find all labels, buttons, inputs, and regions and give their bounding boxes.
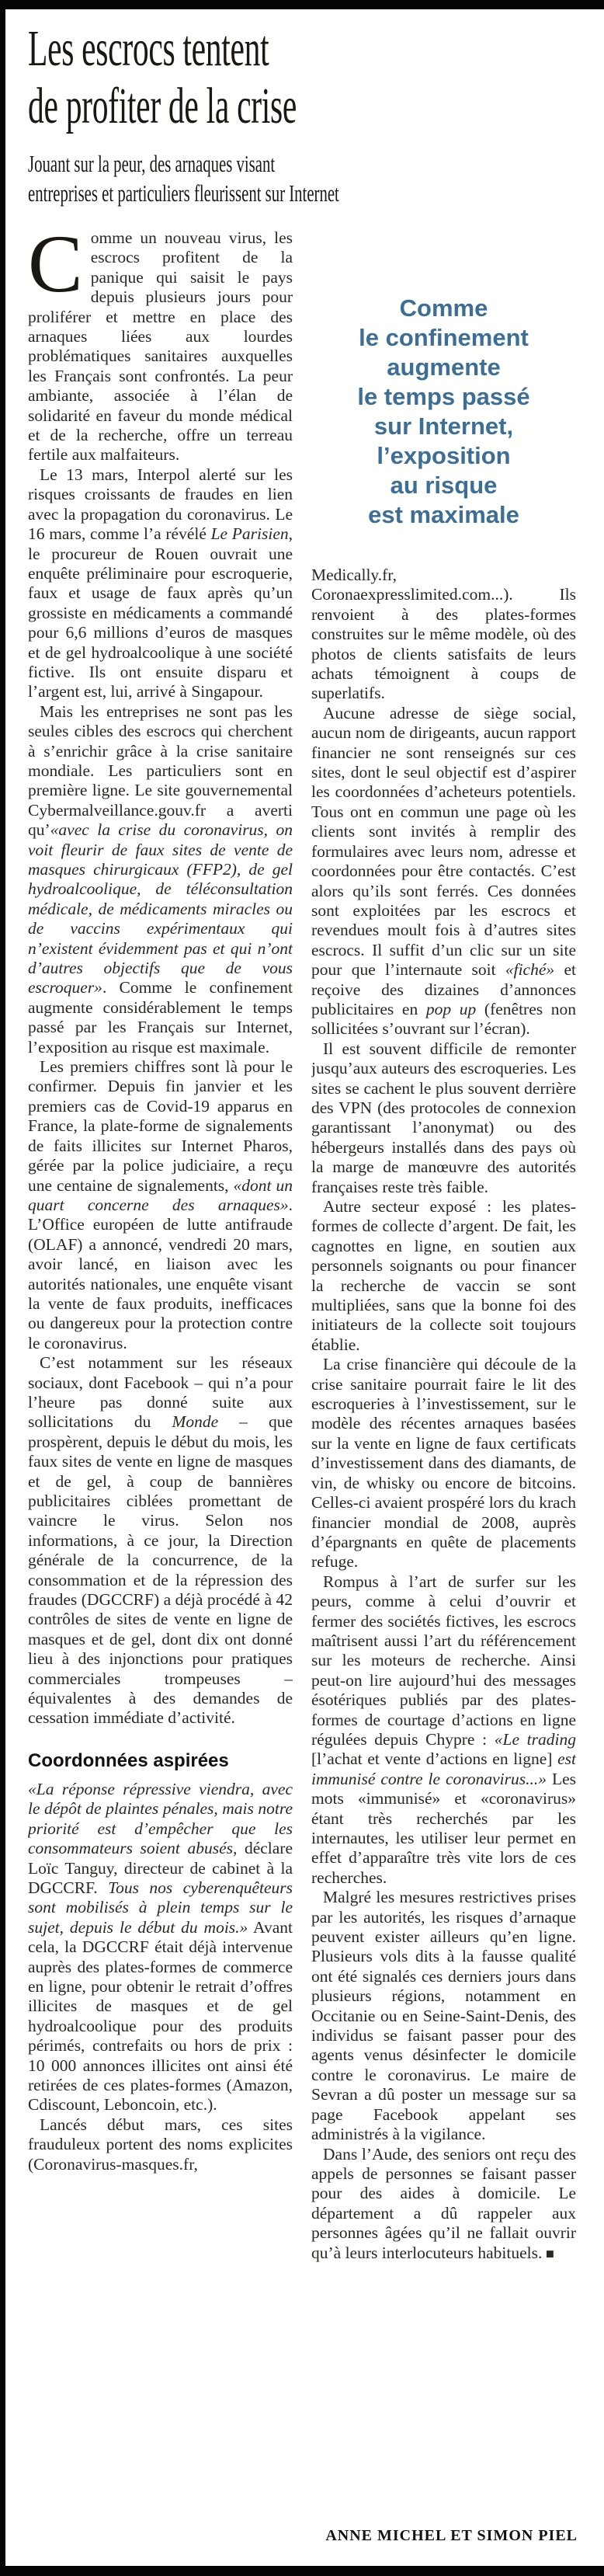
pull-quote-line: est maximale	[368, 501, 519, 528]
body-paragraph	[28, 1057, 293, 1353]
pull-quote-line: augmente	[387, 353, 501, 381]
page-border-bottom	[0, 2566, 604, 2576]
pull-quote-line: le temps passé	[357, 383, 530, 410]
pull-quote-line: au risque	[390, 472, 498, 499]
text-run: Le 13 mars, Interpol alerté sur les risques croissants de fraudes en lien avec la propagation du coronavirus. Le 16 mars, comme l’a révélé	[28, 465, 293, 544]
text-run: Malgré les mesures restrictives prises par les autorités, les risques d’arnaque peuvent exister ailleurs qu’en ligne. Plusieurs vols dits à la fausse qualité ont été signalés ces derniers jours dans plusieurs régions, notamment en Occitanie ou en Seine-Saint-Denis, des individus se faisant passer pour des agents venus désinfecter le domicile contre le coronavirus. Le maire de Sevran a dû poster un message sur sa page Facebook appelant ses administrés à la vigilance.	[311, 1888, 576, 2144]
article-subtitle	[28, 149, 396, 208]
pull-quote-line: sur Internet,	[373, 413, 514, 440]
pull-quote	[311, 294, 576, 530]
text-run: Medically.fr, Coronaexpresslimited.com...). Ils renvoient à des plates-formes construites sur le même modèle, où des photos de clients satisfaits de leurs achats témoignent à coups de superlatifs.	[311, 566, 576, 703]
text-run: déclare Loïc Tanguy, directeur de cabinet à la DGCCRF.	[28, 1839, 293, 1897]
body-paragraph	[311, 566, 576, 704]
byline: ANNE MICHEL ET SIMON PIEL	[325, 2527, 578, 2544]
italic-text: «dont un quart concerne des arnaques»	[28, 1175, 293, 1214]
body-paragraph	[311, 1039, 576, 1197]
text-run: Il est souvent difficile de remonter jusqu’aux auteurs des escroqueries. Les sites se cachent le plus souvent derrière des VPN (des protocoles de connexion garantissant l’anonymat) ou des hébergeurs installés dans des pays où la marge de manœuvre des autorités françaises reste très faible.	[311, 1039, 576, 1196]
article-end-mark: ■	[542, 2245, 554, 2261]
text-run: (fenêtres non sollicitées s’ouvrant sur l’écran).	[311, 999, 576, 1039]
body-paragraph	[28, 228, 293, 465]
title-line-2: de profiter de la crise	[28, 78, 297, 134]
pull-quote-line: le confinement	[359, 324, 529, 351]
italic-text: est immunisé contre le coronavirus...»	[311, 1749, 576, 1788]
body-paragraph	[311, 2145, 576, 2264]
text-run: Les premiers chiffres sont là pour le confirmer. Depuis fin janvier et les premiers cas de Covid-19 apparus en France, la plate-forme de signalements de faits illicites sur Internet Pharos, gérée par la police judiciaire, a reçu une centaine de signalements,	[28, 1057, 293, 1195]
subtitle-line-1: Jouant sur la peur, des arnaques visant	[28, 150, 276, 177]
section-subhead: Coordonnées aspirées	[28, 1749, 229, 1771]
italic-text: Le Parisien	[210, 524, 289, 544]
text-run: et reçoive des dizaines d’annonces publicitaires en	[311, 960, 576, 1018]
italic-text: Monde	[172, 1412, 219, 1432]
italic-text: pop up	[425, 999, 477, 1018]
pull-quote-line: l’exposition	[377, 442, 511, 469]
article-title	[28, 20, 374, 135]
text-run: Lancés début mars, ces sites frauduleux portent des noms explicites (Coronavirus-masques.fr,	[28, 2115, 293, 2174]
text-run: Les mots «immunisé» et «coronavirus» étant très recherchés par les internautes, les utiliser leur permet en effet d’apparaître très vite lors de ces recherches.	[311, 1769, 576, 1887]
text-run: . Comme le confinement augmente considérablement le temps passé par les Français sur Internet, l’exposition au risque est maximale.	[28, 978, 293, 1057]
text-run: Aucune adresse de siège social, aucun nom de dirigeants, aucun rapport financier ne sont renseignés sur ces sites, dont le seul objectif est d’aspirer les coordonnées d’acheteurs potentiels. Tous ont en commun une page où les clients sont invités à remplir des formulaires avec leurs nom, adresse et coordonnées pour être contactés. C’est alors qu’ils sont ferrés. Ces données sont exploitées par les escrocs et revendues moult fois à d’autres sites escrocs. Il suffit d’un clic sur un site pour que l’internaute soit	[311, 703, 576, 980]
article-columns	[28, 228, 578, 2551]
text-run: Dans l’Aude, des seniors ont reçu des appels de personnes se faisant passer pour des aides à domicile. Le département a dû rappeler aux personnes âgées qu’il ne fallait ouvrir qu’à leurs interlocuteurs habituels.	[311, 2144, 576, 2262]
italic-text: Tous nos cyberenquêteurs sont mobilisés à plein temps sur le sujet, depuis le début du mois.»	[28, 1878, 293, 1937]
body-paragraph	[28, 1353, 293, 1728]
text-run: . L’Office européen de lutte antifraude (OLAF) a annoncé, vendredi 20 mars, avoir lancé, en liaison avec les autorités nationales, une enquête visant la vente de faux produits, inefficaces ou dangereux pour la protection contre le coronavirus.	[28, 1195, 293, 1352]
text-run: Avant cela, la DGCCRF était déjà intervenue auprès des plates-formes de commerce en ligne, pour obtenir le retrait d’offres illicites de masques et de gel hydroalcoolique pour des produits périmés, contrefaits ou hors de prix : 10 000 annonces illicites ont ainsi été retirées de ces plates-formes (Amazon, Cdiscount, Leboncoin, etc.).	[28, 1917, 293, 2115]
italic-text: «avec la crise du coronavirus, on voit fleurir de faux sites de vente de masques chirurgicaux (FFP2), de gel hydroalcoolique, de téléconsultation médicale, de médicaments miracles ou de vaccins expérimentaux qui n’existent évidemment pas et qui n’ont d’autres objectifs que de vous escroquer»	[28, 820, 293, 997]
body-paragraph	[311, 1197, 576, 1355]
column-left	[28, 228, 293, 2551]
title-line-1: Les escrocs tentent	[28, 20, 269, 77]
italic-text: «Le trading	[494, 1729, 576, 1749]
body-paragraph	[311, 1572, 576, 1888]
body-paragraph	[28, 2115, 293, 2174]
text-run: Mais les entreprises ne sont pas les seules cibles des escrocs qui cherchent à s’enrichir grâce à la crise sanitaire mondiale. Les particuliers sont en première ligne. Le site gouvernemental Cybermalveillance.gouv.fr a averti qu’	[28, 701, 293, 840]
italic-text: «fiché»	[505, 960, 555, 980]
text-run: omme un nouveau virus, les escrocs profitent de la panique qui saisit le pays depuis plusieurs jours pour proliférer et mettre en place des arnaques liées aux lourdes problématiques sanitaires auxquelles les Français sont confrontés. La peur ambiante, associée à l’élan de solidarité en faveur du monde médical et de la recherche, offre un terreau fertile aux malfaiteurs.	[28, 228, 293, 465]
subtitle-line-2: entreprises et particuliers fleurissent sur Internet	[28, 179, 339, 207]
page-border-left	[0, 0, 5, 2576]
body-paragraph	[311, 1888, 576, 2144]
text-run: – que prospèrent, depuis le début du mois, les faux sites de vente en ligne de masques et de gel, à coup de bannières publicitaires ciblées promettant de vaincre le virus. Selon nos informations, à ce jour, la Direction générale de la concurrence, de la consommation et de la répression des fraudes (DGCCRF) a déjà procédé à 42 contrôles de sites de vente en ligne de masques et de gel, dont dix ont donné lieu à des injonctions pour pratiques commerciales trompeuses – équivalentes à des demandes de cessation immédiate d’activité.	[28, 1412, 293, 1728]
column-right	[311, 228, 576, 2551]
text-run: Rompus à l’art de surfer sur les peurs, comme à celui d’ouvrir et fermer des sociétés fictives, les escrocs maîtrisent aussi l’art du référencement sur les moteurs de recherche. Ainsi peut-on lire aujourd’hui des messages ésotériques publiés par des plates-formes de courtage d’actions en ligne régulées depuis Chypre :	[311, 1572, 576, 1749]
page-border-top	[0, 0, 604, 9]
article	[28, 20, 578, 2551]
text-run: Autre secteur exposé : les plates-formes de collecte d’argent. De fait, les cagnottes en ligne, en soutien aux personnels soignants ou pour financer la recherche de vaccin se sont multipliées, sans que la bonne foi des initiateurs de la collecte soit toujours établie.	[311, 1197, 576, 1354]
body-paragraph	[311, 704, 576, 1039]
text-run: C’est notamment sur les réseaux sociaux, dont Facebook – qui n’a pour l’heure pas donné suite aux sollicitations du	[28, 1353, 293, 1432]
body-paragraph	[311, 1355, 576, 1572]
text-run: , le procureur de Rouen ouvrait une enquête préliminaire pour escroquerie, faux et usage de faux après qu’un grossiste en médicaments a commandé pour 6,6 millions d’euros de masques et de gel hydroalcoolique à une société fictive. Ils ont ensuite disparu et l’argent est, lui, arrivé à Singapour.	[28, 524, 293, 701]
body-paragraph	[28, 1780, 293, 2115]
pull-quote-line: Comme	[399, 294, 488, 322]
drop-cap: C	[28, 228, 83, 309]
text-run: La crise financière qui découle de la crise sanitaire pourrait faire le lit des escroqueries à l’investissement, sur le modèle des récentes arnaques basées sur la vente en ligne de faux certificats d’investissement dans des diamants, de vin, de whisky ou encore de bitcoins. Celles-ci avaient prospéré lors du krach financier mondial de 2008, auprès d’épargnants en quête de placements refuge.	[311, 1355, 576, 1572]
italic-text: «La réponse répressive viendra, avec le dépôt de plaintes pénales, mais notre priorité est d’empêcher que les consommateurs soient abusés,	[28, 1779, 293, 1858]
body-paragraph	[28, 465, 293, 702]
body-paragraph	[28, 702, 293, 1057]
text-run: [l’achat et vente d’actions en ligne]	[311, 1749, 558, 1769]
